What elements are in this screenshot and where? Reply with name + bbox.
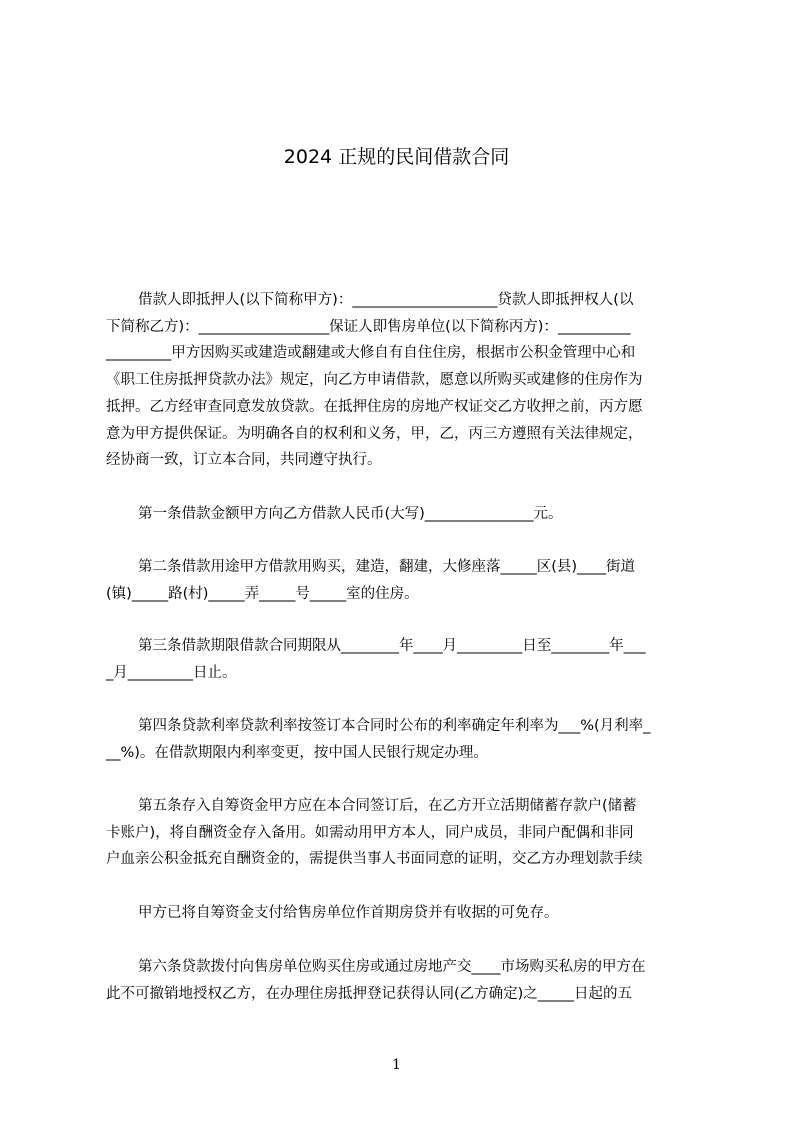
text-line: 此不可撤销地授权乙方，在办理住房抵押登记获得认同(乙方确定)之_____日起的五 (106, 985, 633, 1002)
text-line: 借款人即抵押人(以下简称甲方)：____________________贷款人即抵押权人(以 (138, 292, 634, 308)
text-line: 《职工住房抵押贷款办法》规定，向乙方申请借款，愿意以所购买或建修的住房作为 (106, 372, 643, 389)
text-line: 下简称乙方)：__________________保证人即售房单位(以下简称丙方)：__________ (106, 318, 631, 335)
text-line: 甲方已将自筹资金支付给售房单位作首期房贷并有收据的可免存。 (138, 905, 559, 921)
text-line: _________甲方因购买或建造或翻建或大修自有自住住房，根据市公积金管理中心和 (106, 345, 636, 362)
text-line: 抵押。乙方经审查同意发放贷款。在抵押住房的房地产权证交乙方收押之前，丙方愿 (106, 398, 643, 415)
paragraph-preamble (106, 287, 698, 474)
text-line: 卡账户)，将自酬资金存入备用。如需动用甲方本人，同户成员，非同户配偶和非同 (106, 824, 634, 841)
paragraph-self-funds-note (106, 900, 698, 927)
paragraph-article-5 (106, 793, 698, 873)
text-line: _月_________日止。 (106, 664, 237, 681)
text-line: 户血亲公积金抵充自酬资金的，需提供当事人书面同意的证明，交乙方办理划款手续 (106, 851, 643, 868)
text-line: 第五条存入自筹资金甲方应在本合同签订后，在乙方开立活期储蓄存款户(储蓄 (138, 798, 637, 814)
text-line: __%)。在借款期限内利率变更，按中国人民银行规定办理。 (106, 744, 488, 761)
document-title: 2024 正规的民间借款合同 (283, 146, 510, 168)
text-line: 第一条借款金额甲方向乙方借款人民币(大写)_______________元。 (138, 506, 563, 522)
text-line: 经协商一致，订立本合同，共同遵守执行。 (106, 452, 382, 469)
paragraph-article-1 (106, 501, 698, 528)
text-line: 第三条借款期限借款合同期限从________年____月_________日至________年___ (138, 638, 646, 654)
page-number: 1 (392, 1057, 401, 1073)
text-line: 第二条借款用途甲方借款用购买，建造，翻建，大修座落_____区(县)____街道 (138, 559, 636, 575)
text-line: 第六条贷款拨付向售房单位购买住房或通过房地产交____市场购买私房的甲方在 (138, 959, 646, 975)
paragraph-article-3 (106, 633, 698, 686)
paragraph-article-2 (106, 554, 698, 607)
text-line: 意为甲方提供保证。为明确各自的权利和义务，甲，乙，丙三方遵照有关法律规定， (106, 425, 643, 442)
text-line: 第四条贷款利率贷款利率按签订本合同时公布的利率确定年利率为___%(月利率_ (138, 718, 651, 734)
paragraph-article-6 (106, 954, 698, 1007)
text-line: (镇)_____路(村)_____弄_____号_____室的住房。 (106, 585, 419, 602)
paragraph-article-4 (106, 713, 698, 766)
